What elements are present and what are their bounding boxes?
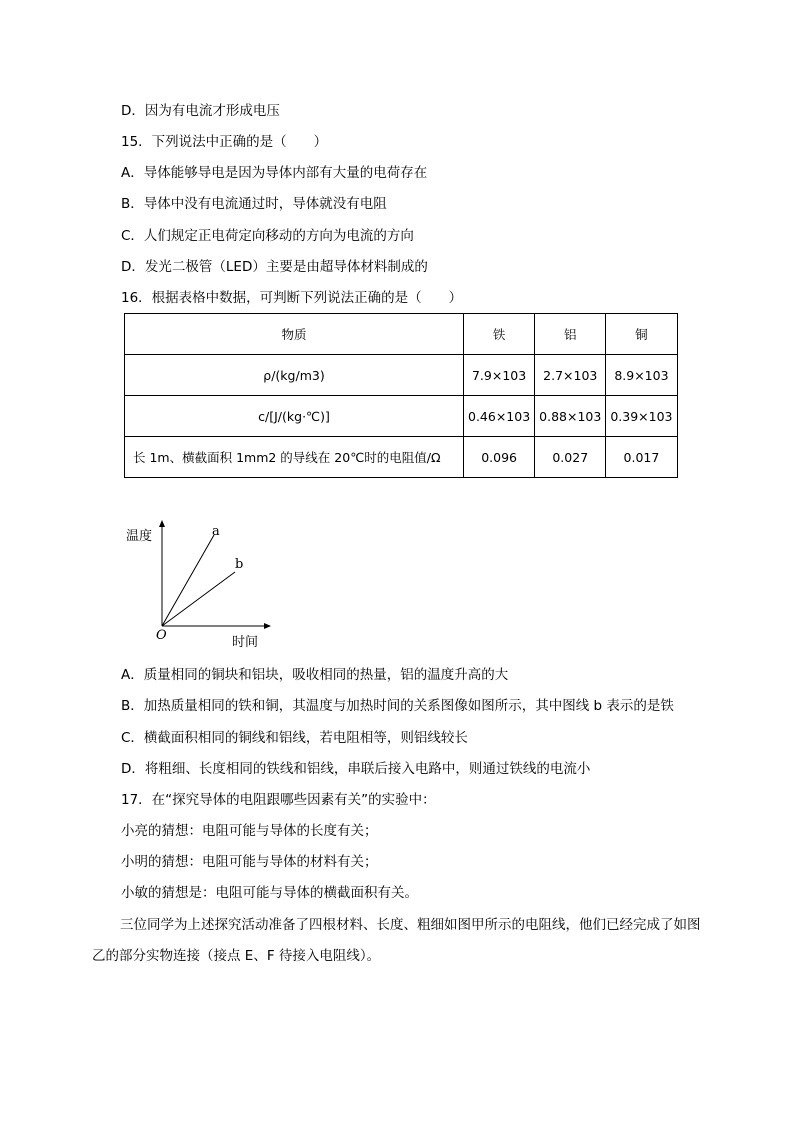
- table-row: [125, 396, 678, 437]
- table-cell: 8.9×103: [606, 355, 677, 396]
- q16-option-c: C．横截面积相同的铜线和铝线，若电阻相等，则铝线较长: [121, 730, 468, 746]
- table-header-cell: 铝: [535, 314, 606, 355]
- q15-option-b: B．导体中没有电流通过时，导体就没有电阻: [121, 196, 387, 212]
- table-row: [125, 355, 678, 396]
- table-cell: ρ/(kg/m3): [125, 355, 464, 396]
- table-cell: 0.46×103: [464, 396, 535, 437]
- table-header-cell: 铜: [606, 314, 677, 355]
- q15-option-c: C．人们规定正电荷定向移动的方向为电流的方向: [121, 228, 414, 244]
- q15-option-a: A．导体能够导电是因为导体内部有大量的电荷存在: [121, 165, 428, 181]
- table-header-cell: 物质: [125, 314, 464, 355]
- material-properties-table: [124, 313, 678, 478]
- table-header-cell: 铁: [464, 314, 535, 355]
- q14-option-d: D．因为有电流才形成电压: [121, 103, 280, 119]
- table-cell: 0.027: [535, 437, 606, 478]
- table-row: [125, 437, 678, 478]
- table-cell: 0.39×103: [606, 396, 677, 437]
- temperature-time-graph: [118, 515, 278, 655]
- q17-stem: 17．在“探究导体的电阻跟哪些因素有关”的实验中：: [121, 792, 436, 808]
- graph-line-b: [162, 572, 235, 626]
- q17-paragraph: 三位同学为上述探究活动准备了四根材料、长度、粗细如图甲所示的电阻线，他们已经完成了如图乙的部分实物连接（接点 E、F 待接入电阻线）。: [92, 917, 701, 964]
- y-axis-label: 温度: [126, 529, 153, 544]
- line-b-label: b: [235, 557, 244, 572]
- q15-option-d: D．发光二极管（LED）主要是由超导体材料制成的: [121, 259, 428, 275]
- table-cell: 0.017: [606, 437, 677, 478]
- table-cell: 0.096: [464, 437, 535, 478]
- xiaoliang-guess: 小亮的猜想：电阻可能与导体的长度有关；: [121, 823, 378, 839]
- table-cell: 7.9×103: [464, 355, 535, 396]
- origin-label: O: [156, 628, 167, 643]
- q16-stem: 16．根据表格中数据，可判断下列说法正确的是（ ）: [121, 290, 463, 306]
- xiaomin-guess: 小敏的猜想是：电阻可能与导体的横截面积有关。: [121, 885, 418, 901]
- q16-option-d: D．将粗细、长度相同的铁线和铝线，串联后接入电路中，则通过铁线的电流小: [121, 761, 591, 777]
- table-cell: 0.88×103: [535, 396, 606, 437]
- table-cell: 长 1m、横截面积 1mm2 的导线在 20℃时的电阻值/Ω: [125, 437, 464, 478]
- q15-stem: 15．下列说法中正确的是（ ）: [121, 134, 328, 150]
- table-cell: c/[J/(kg·℃)]: [125, 396, 464, 437]
- graph-line-a: [162, 535, 214, 626]
- xiaoming-guess: 小明的猜想：电阻可能与导体的材料有关；: [121, 854, 378, 870]
- table-header-row: [125, 314, 678, 355]
- q16-option-b: B．加热质量相同的铁和铜，其温度与加热时间的关系图像如图所示，其中图线 b 表示的是铁: [121, 698, 674, 714]
- q16-option-a: A．质量相同的铜块和铝块，吸收相同的热量，铝的温度升高的大: [121, 667, 509, 683]
- x-axis-label: 时间: [232, 635, 259, 650]
- line-a-label: a: [212, 524, 220, 539]
- table-cell: 2.7×103: [535, 355, 606, 396]
